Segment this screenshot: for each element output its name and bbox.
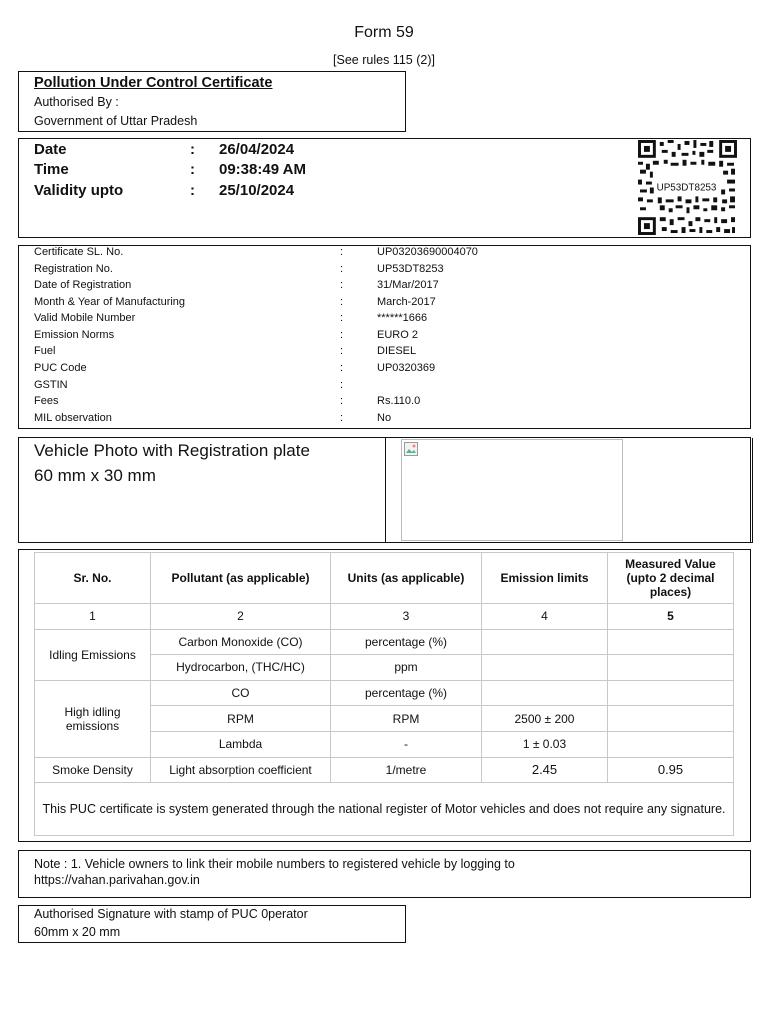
table-row — [35, 629, 734, 655]
detail-value: UP53DT8253 — [377, 263, 444, 275]
detail-label: MIL observation — [34, 412, 112, 424]
qr-code — [638, 140, 737, 235]
time-label: Time — [34, 161, 69, 178]
note-text: Note : 1. Vehicle owners to link their mobile numbers to registered vehicle by logging to — [34, 857, 515, 871]
validity-value: 25/10/2024 — [219, 182, 295, 199]
unit-cell: 1/metre — [331, 757, 482, 783]
detail-label: Emission Norms — [34, 329, 115, 341]
detail-label: Month & Year of Manufacturing — [34, 296, 186, 308]
column-number: 1 — [35, 604, 151, 630]
measured-cell — [608, 655, 734, 681]
rule-reference: [See rules 115 (2)] — [333, 53, 435, 67]
unit-cell: percentage (%) — [331, 680, 482, 706]
vahan-url: https://vahan.parivahan.gov.in — [34, 873, 200, 887]
qr-label: UP53DT8253 — [656, 182, 717, 194]
header-sr-no: Sr. No. — [35, 553, 151, 604]
column-number: 4 — [482, 604, 608, 630]
detail-value: ******1666 — [377, 312, 428, 324]
detail-separator: : — [340, 312, 344, 324]
pollutant-cell: Hydrocarbon, (THC/HC) — [151, 655, 331, 681]
table-header-row — [35, 553, 734, 604]
unit-cell: percentage (%) — [331, 629, 482, 655]
measured-cell — [608, 706, 734, 732]
vehicle-details-box — [18, 245, 751, 429]
detail-separator: : — [340, 296, 344, 308]
detail-row — [34, 412, 734, 428]
signature-box — [18, 905, 406, 943]
detail-row — [34, 395, 734, 411]
detail-separator: : — [340, 412, 344, 424]
detail-separator: : — [340, 379, 344, 391]
date-value: 26/04/2024 — [219, 141, 295, 158]
date-separator: : — [190, 141, 195, 158]
emission-table — [34, 552, 734, 836]
authorised-by-label: Authorised By : — [34, 95, 119, 109]
detail-row — [34, 246, 734, 262]
detail-label: Fuel — [34, 345, 56, 357]
authority-name: Government of Uttar Pradesh — [34, 114, 198, 128]
pollutant-cell: RPM — [151, 706, 331, 732]
date-label: Date — [34, 141, 67, 158]
vehicle-photo-placeholder — [401, 439, 623, 541]
certificate-heading: Pollution Under Control Certificate — [34, 75, 273, 91]
detail-row — [34, 362, 734, 378]
header-units: Units (as applicable) — [331, 553, 482, 604]
unit-cell: - — [331, 731, 482, 757]
validity-separator: : — [190, 182, 195, 199]
validity-label: Validity upto — [34, 182, 124, 199]
detail-label: Valid Mobile Number — [34, 312, 136, 324]
time-value: 09:38:49 AM — [219, 161, 306, 178]
column-number: 2 — [151, 604, 331, 630]
emission-results-box — [18, 549, 751, 842]
smoke-density-label: Smoke Density — [35, 757, 151, 783]
system-generated-note: This PUC certificate is system generated through the national register of Motor vehicles and does not require any signature. — [35, 783, 734, 836]
detail-label: Date of Registration — [34, 279, 132, 291]
table-row — [35, 680, 734, 706]
table-row — [35, 757, 734, 783]
detail-row — [34, 379, 734, 395]
form-title: Form 59 — [354, 24, 414, 41]
detail-row — [34, 329, 734, 345]
column-number: 3 — [331, 604, 482, 630]
detail-value: 31/Mar/2017 — [377, 279, 439, 291]
header-pollutant: Pollutant (as applicable) — [151, 553, 331, 604]
date-validity-box — [18, 138, 751, 238]
detail-value: UP0320369 — [377, 362, 436, 374]
detail-row — [34, 312, 734, 328]
detail-label: Fees — [34, 395, 59, 407]
detail-value: No — [377, 412, 392, 424]
pollutant-cell: CO — [151, 680, 331, 706]
limit-cell: 2500 ± 200 — [482, 706, 608, 732]
vehicle-photo-box — [18, 437, 751, 543]
header-measured-value: Measured Value (upto 2 decimal places) — [608, 553, 734, 604]
limit-cell — [482, 629, 608, 655]
detail-label: PUC Code — [34, 362, 87, 374]
measured-cell — [608, 680, 734, 706]
idling-group-label: Idling Emissions — [35, 629, 151, 680]
detail-separator: : — [340, 345, 344, 357]
footer-note-row — [35, 783, 734, 836]
limit-cell: 2.45 — [482, 757, 608, 783]
detail-separator: : — [340, 362, 344, 374]
note-box — [18, 850, 751, 898]
detail-separator: : — [340, 263, 344, 275]
detail-value: Rs.110.0 — [377, 395, 421, 407]
pollutant-cell: Lambda — [151, 731, 331, 757]
photo-size: 60 mm x 30 mm — [34, 466, 156, 485]
detail-row — [34, 279, 734, 295]
detail-separator: : — [340, 246, 344, 258]
signature-label: Authorised Signature with stamp of PUC 0perator — [34, 907, 308, 921]
limit-cell — [482, 655, 608, 681]
detail-label: Certificate SL. No. — [34, 246, 124, 258]
photo-caption: Vehicle Photo with Registration plate — [34, 441, 310, 460]
pollutant-cell: Light absorption coefficient — [151, 757, 331, 783]
column-number-row — [35, 604, 734, 630]
pollutant-cell: Carbon Monoxide (CO) — [151, 629, 331, 655]
measured-cell — [608, 731, 734, 757]
detail-value: UP03203690004070 — [377, 246, 478, 258]
detail-label: GSTIN — [34, 379, 68, 391]
header-emission-limits: Emission limits — [482, 553, 608, 604]
detail-value: EURO 2 — [377, 329, 418, 341]
unit-cell: ppm — [331, 655, 482, 681]
limit-cell — [482, 680, 608, 706]
detail-row — [34, 296, 734, 312]
detail-row — [34, 263, 734, 279]
detail-label: Registration No. — [34, 263, 113, 275]
measured-cell — [608, 629, 734, 655]
detail-row — [34, 345, 734, 361]
measured-cell: 0.95 — [608, 757, 734, 783]
detail-separator: : — [340, 329, 344, 341]
column-number: 5 — [608, 604, 734, 630]
detail-separator: : — [340, 395, 344, 407]
high-idling-group-label: High idling emissions — [35, 680, 151, 757]
time-separator: : — [190, 161, 195, 178]
detail-separator: : — [340, 279, 344, 291]
detail-value: DIESEL — [377, 345, 417, 357]
issuer-box — [18, 71, 406, 132]
detail-value: March-2017 — [377, 296, 436, 308]
broken-image-icon — [404, 442, 418, 456]
limit-cell: 1 ± 0.03 — [482, 731, 608, 757]
signature-size: 60mm x 20 mm — [34, 925, 121, 939]
unit-cell: RPM — [331, 706, 482, 732]
photo-frame — [385, 438, 753, 543]
